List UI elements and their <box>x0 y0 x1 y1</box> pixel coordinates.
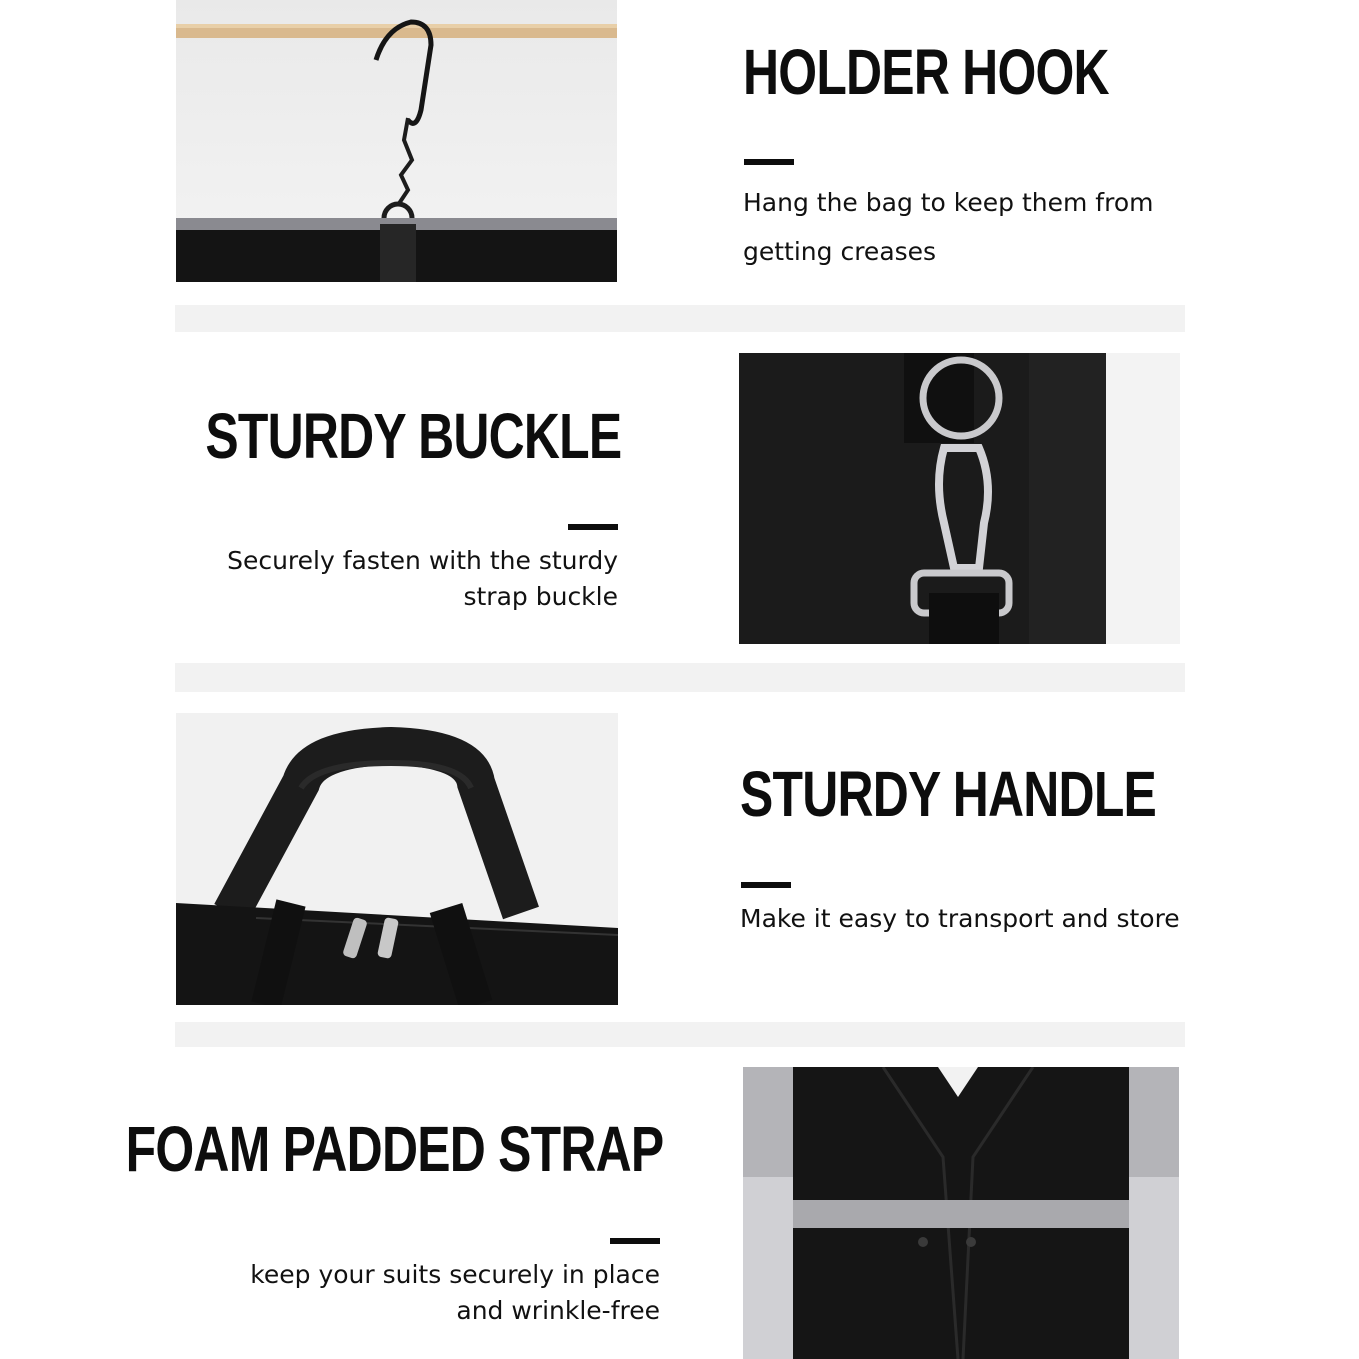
section-title: FOAM PADDED STRAP <box>125 1113 663 1185</box>
description-line: strap buckle <box>463 582 618 611</box>
hook-photo <box>176 0 617 282</box>
description-line: Hang the bag to keep them from <box>743 188 1154 217</box>
section-description <box>743 178 1153 276</box>
title-underline <box>741 882 791 888</box>
strap-photo <box>743 1067 1179 1359</box>
section-divider <box>175 305 1185 332</box>
title-underline <box>568 524 618 530</box>
handle-photo <box>176 713 618 1005</box>
section-description <box>227 543 618 615</box>
section-description <box>250 1257 660 1329</box>
title-underline <box>744 159 794 165</box>
section-title: HOLDER HOOK <box>743 36 1109 108</box>
description-line: Make it easy to transport and store <box>740 904 1180 933</box>
section-description <box>740 901 1180 937</box>
buckle-photo <box>739 353 1180 644</box>
description-line: Securely fasten with the sturdy <box>227 546 618 575</box>
description-line: keep your suits securely in place <box>250 1260 660 1289</box>
description-line: getting creases <box>743 237 937 266</box>
section-divider <box>175 1022 1185 1047</box>
section-divider <box>175 663 1185 692</box>
section-title: STURDY BUCKLE <box>204 400 621 472</box>
title-underline <box>610 1238 660 1244</box>
description-line: and wrinkle-free <box>456 1296 660 1325</box>
section-title: STURDY HANDLE <box>740 758 1157 830</box>
